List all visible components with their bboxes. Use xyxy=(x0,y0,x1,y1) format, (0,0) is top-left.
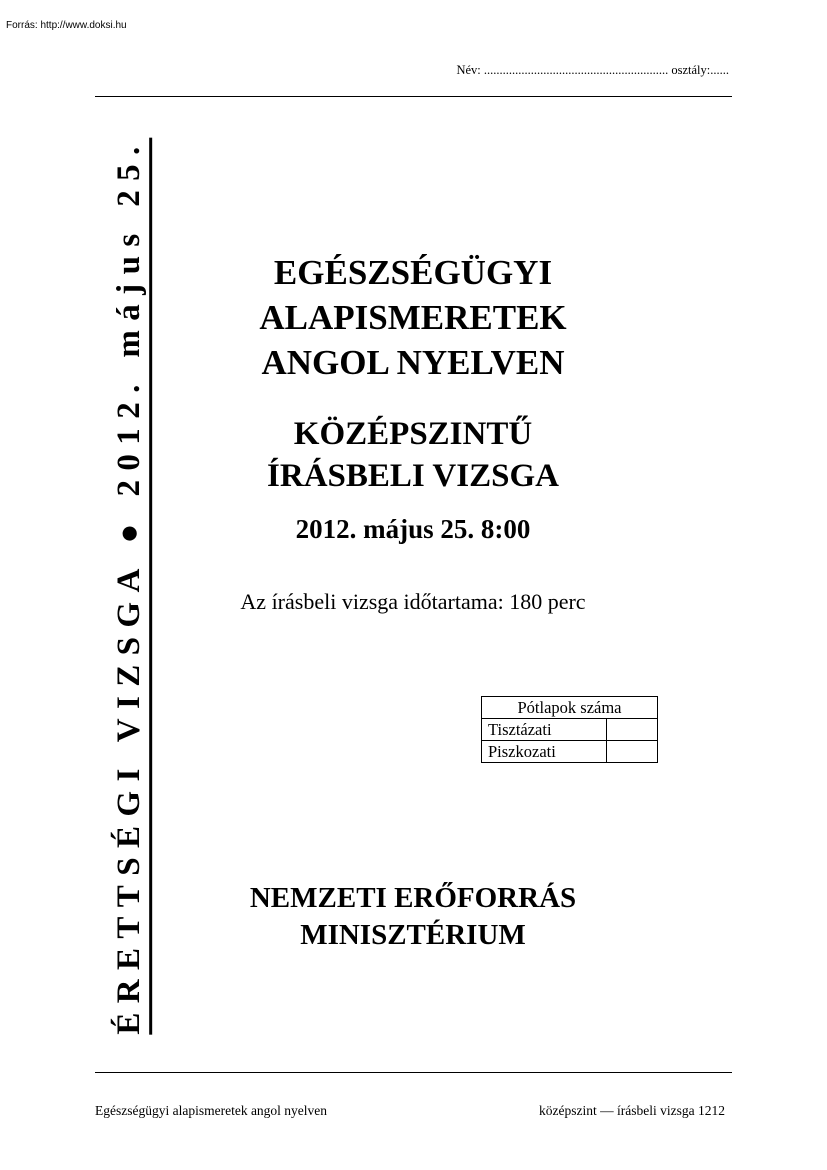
extra-sheets-table xyxy=(481,696,658,763)
extra-sheets-value-draft[interactable] xyxy=(607,741,658,763)
exam-title-line-2: ALAPISMERETEK xyxy=(259,298,567,337)
extra-sheets-label-clean: Tisztázati xyxy=(482,719,607,741)
extra-sheets-label-draft: Piszkozati xyxy=(482,741,607,763)
exam-title xyxy=(259,250,566,385)
footer-level-code: középszint — írásbeli vizsga 1212 xyxy=(539,1103,725,1118)
footer-subject: Egészségügyi alapismeretek angol nyelven xyxy=(95,1103,328,1118)
exam-duration: Az írásbeli vizsga időtartama: 180 perc xyxy=(240,589,586,614)
exam-date: 2012. május 25. 8:00 xyxy=(295,514,531,544)
source-label: Forrás: http://www.doksi.hu xyxy=(6,20,127,31)
name-class-field: Név: ........................................................... osztály:...... xyxy=(456,63,729,77)
exam-title-line-1: EGÉSZSÉGÜGYI xyxy=(273,253,553,292)
exam-level-line-1: KÖZÉPSZINTŰ xyxy=(293,416,533,452)
ministry-name xyxy=(250,880,576,954)
extra-sheets-value-clean[interactable] xyxy=(607,719,658,741)
side-banner: ÉRETTSÉGI VIZSGA ● 2012. május 25. xyxy=(112,137,152,1034)
exam-title-line-3: ANGOL NYELVEN xyxy=(261,343,565,382)
exam-level xyxy=(267,413,559,497)
extra-sheets-header-row xyxy=(482,697,658,719)
header-rule xyxy=(95,96,732,97)
exam-level-line-2: ÍRÁSBELI VIZSGA xyxy=(267,458,559,494)
ministry-line-2: MINISZTÉRIUM xyxy=(300,919,526,951)
extra-sheets-header: Pótlapok száma xyxy=(482,697,658,719)
extra-sheets-row xyxy=(482,741,658,763)
ministry-line-1: NEMZETI ERŐFORRÁS xyxy=(249,882,577,914)
footer-rule xyxy=(95,1072,732,1073)
extra-sheets-row xyxy=(482,719,658,741)
